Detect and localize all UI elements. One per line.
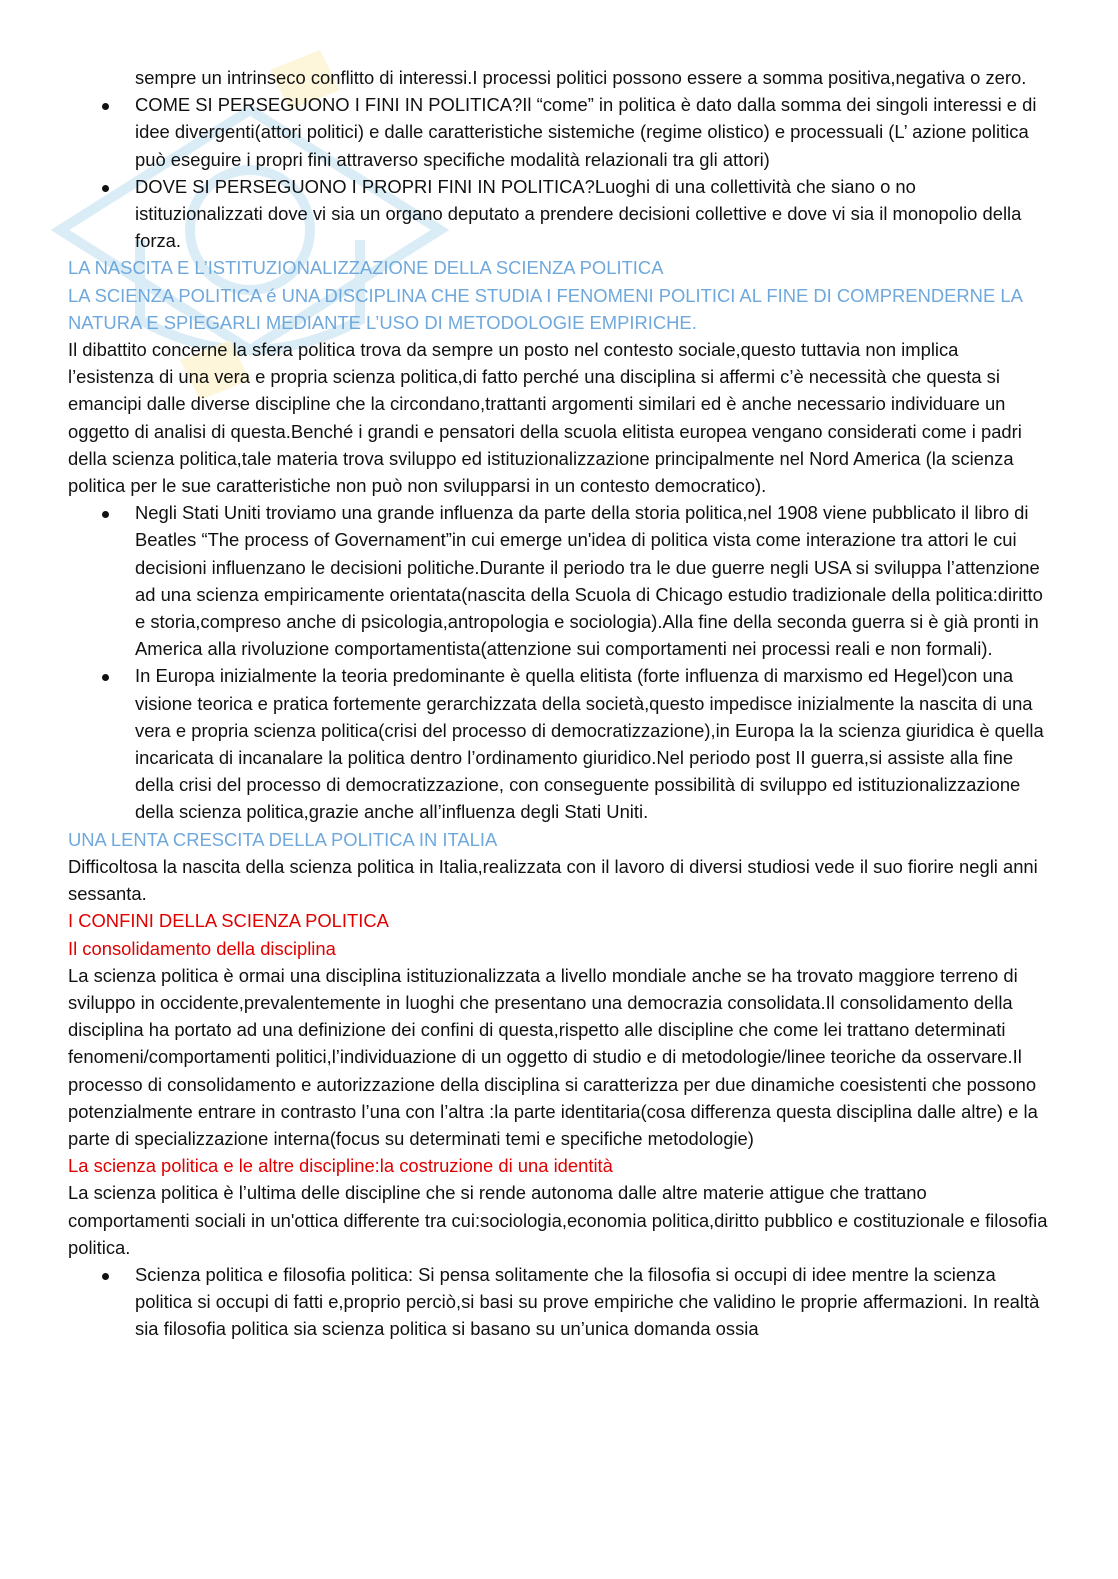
list-item: Scienza politica e filosofia politica: Si pensa solitamente che la filosofia si occupi di idee mentre la scienza politica si occupi di fatti e,proprio perciò,si basi su prove empiriche che validino le proprie affermazioni. In realtà sia filosofia politica sia scienza politica si basano su un’unica domanda ossia	[68, 1261, 1048, 1343]
bullet-list-2	[68, 499, 1048, 825]
section-heading: I CONFINI DELLA SCIENZA POLITICA	[68, 910, 389, 932]
bullet-icon	[102, 1273, 109, 1280]
paragraph: Il dibattito concerne la sfera politica trova da sempre un posto nel contesto sociale,questo tuttavia non implica l’esistenza di una vera e propria scienza politica,di fatto perché una disciplina si affermi c’è necessità che questa si emancipi dalle diverse discipline che la circondano,trattanti argomenti similari ed è anche necessario individuare un oggetto di analisi di questa.Benché i grandi e pensatori della scuola elitista europea vengano considerati come i padri della scienza politica,tale materia trova sviluppo ed istituzionalizzazione principalmente nel Nord America (la scienza politica per le sue caratteristiche non può non svilupparsi in un contesto democratico).	[68, 339, 1022, 497]
paragraph: La scienza politica è ormai una disciplina istituzionalizzata a livello mondiale anche se ha trovato maggiore terreno di sviluppo in occidente,prevalentemente in luoghi che presentano una democrazia consolidata.Il consolidamento della disciplina ha portato ad una definizione dei confini di questa,rispetto alle discipline che come lei trattano determinati fenomeni/comportamenti politici,l’individuazione di un oggetto di studio e di metodologie/linee teoriche da osservare.Il processo di consolidamento e autorizzazione della disciplina si caratterizza per due dinamiche coesistenti che possono potenzialmente entrare in contrasto l’una con l’altra :la parte identitaria(cosa differenza questa disciplina dalle altre) e la parte di specializzazione interna(focus su determinati temi e specifiche metodologie)	[68, 964, 1038, 1149]
bullet-icon	[102, 674, 109, 681]
list-item: DOVE SI PERSEGUONO I PROPRI FINI IN POLITICA?Luoghi di una collettività che siano o no istituzionalizzati dove vi sia un organo deputato a prendere decisioni collettive e dove vi sia il monopolio della forza.	[68, 173, 1048, 255]
section-heading: LA NASCITA E L’ISTITUZIONALIZZAZIONE DELLA SCIENZA POLITICA	[68, 257, 664, 279]
bullet-icon	[102, 103, 109, 110]
list-item: In Europa inizialmente la teoria predominante è quella elitista (forte influenza di marxismo ed Hegel)con una visione teorica e pratica fortemente gerarchizzata della società,questo impedisce inizialmente la nascita di una vera e propria scienza politica(crisi del processo di democratizzazione),in Europa la la scienza giuridica è quella incaricata di incanalare la politica dentro l’ordinamento giuridico.Nel periodo post II guerra,si assiste alla fine della crisi del processo di democratizzazione, con conseguente possibilità di sviluppo ed istituzionalizzazione della scienza politica,grazie anche all’influenza degli Stati Uniti.	[68, 662, 1048, 825]
bullet-icon	[102, 511, 109, 518]
bullet-list-3	[68, 1261, 1048, 1343]
subsection-heading: La scienza politica e le altre discipline:la costruzione di una identità	[68, 1155, 613, 1177]
paragraph: La scienza politica è l’ultima delle discipline che si rende autonoma dalle altre materie attigue che trattano comportamenti sociali in un'ottica differente tra cui:sociologia,economia politica,diritto pubblico e costituzionale e filosofia politica.	[68, 1182, 1048, 1258]
bullet-list-1	[68, 91, 1048, 254]
section-definition: LA SCIENZA POLITICA é UNA DISCIPLINA CHE STUDIA I FENOMENI POLITICI AL FINE DI COMPRENDERNE LA NATURA E SPIEGARLI MEDIANTE L’USO DI METODOLOGIE EMPIRICHE.	[68, 284, 1022, 333]
bullet-icon	[102, 185, 109, 192]
list-item: COME SI PERSEGUONO I FINI IN POLITICA?Il “come” in politica è dato dalla somma dei singoli interessi e di idee divergenti(attori politici) e dalle caratteristiche sistemiche (regime olistico) e processuali (L’ azione politica può eseguire i propri fini attraverso specifiche modalità relazionali tra gli attori)	[68, 91, 1048, 173]
paragraph: Difficoltosa la nascita della scienza politica in Italia,realizzata con il lavoro di diversi studiosi vede il suo fiorire negli anni sessanta.	[68, 855, 1038, 905]
intro-continuation: sempre un intrinseco conflitto di interessi.I processi politici possono essere a somma positiva,negativa o zero.	[135, 67, 1027, 88]
document-page	[68, 64, 1048, 1343]
subsection-heading: Il consolidamento della disciplina	[68, 937, 336, 959]
list-item: Negli Stati Uniti troviamo una grande influenza da parte della storia politica,nel 1908 viene pubblicato il libro di Beatles “The process of Governament”in cui emerge un'idea di politica vista come interazione tra attori le cui decisioni influenzano le decisioni politiche.Durante il periodo tra le due guerre negli USA si sviluppa l’attenzione ad una scienza empiricamente orientata(nascita della Scuola di Chicago estudio tradizionale della politica:diritto e storia,compreso anche di psicologia,antropologia e sociologia).Alla fine della seconda guerra si è già pronti in America alla rivoluzione comportamentista(attenzione sui comportamenti nei processi reali e non formali).	[68, 499, 1048, 662]
section-heading: UNA LENTA CRESCITA DELLA POLITICA IN ITALIA	[68, 828, 498, 850]
